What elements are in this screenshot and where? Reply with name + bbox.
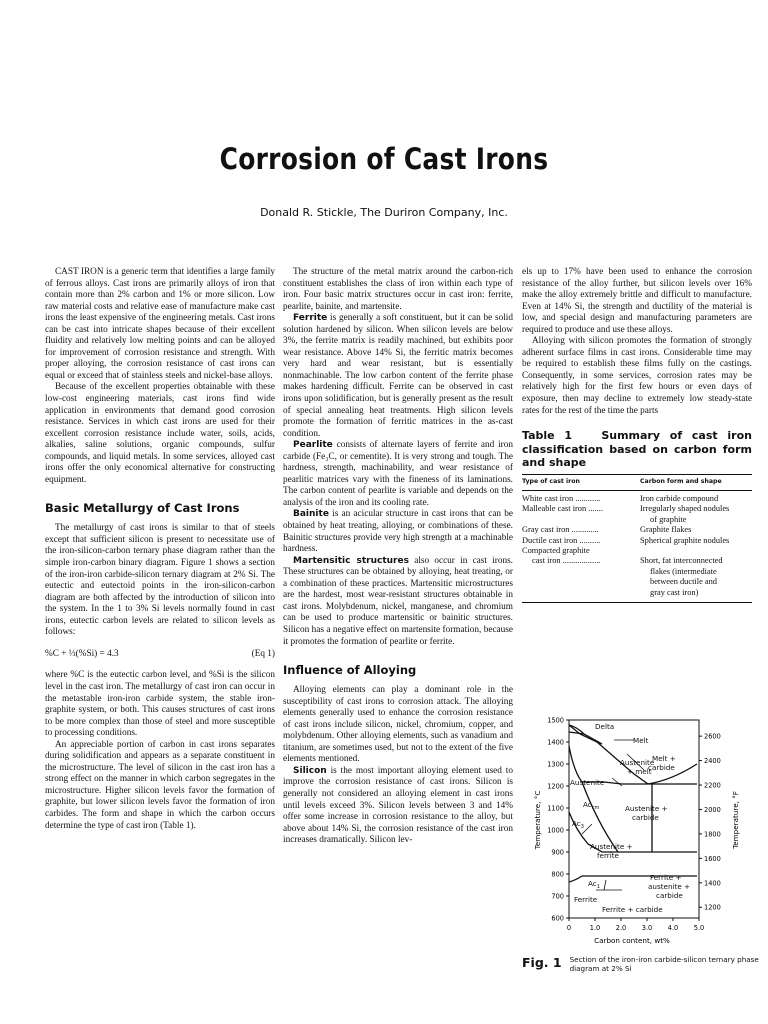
region-label: Melt [633,736,649,745]
table-cell: Ductile cast iron .......... [522,535,601,545]
section-heading: Basic Metallurgy of Cast Irons [45,501,240,516]
paragraph: Alloying elements can play a dominant role in the susceptibility of cast irons to corrosion attack. The alloying elements generally used to enhance the corrosion resistance of cast irons include silicon, nickel, chromium, copper, and molybdenum. Other alloying elements, such as vanadium and titanium, are sometimes used, but not to the extent of the five elements mentioned. [283,685,513,765]
region-label: Austenite [620,758,655,767]
table-cell: Compacted graphite [522,546,590,556]
author-line: Donald R. Stickle, The Duriron Company, Inc. [260,206,508,219]
paragraph: where %C is the eutectic carbon level, and %Si is the silicon level in the cast iron. The metallurgy of cast iron can occur in the metastable iron-iron carbide system, the stable iron-graphite system, or both. This causes structures of cast irons to be more complex than those of steel and more susceptible to processing conditions. [45,670,275,739]
y-tick-label: 1600 [704,854,721,863]
table-cell: Malleable cast iron ....... [522,504,603,514]
table-cell [640,504,752,525]
y-axis-label-right: Temperature, °F [731,791,740,849]
y-axis-label-left: Temperature, °C [533,790,542,850]
table-cell [640,546,752,556]
y-tick-label: 700 [551,892,564,901]
table-cell: Graphite flakes [640,525,692,535]
y-tick-label: 2600 [704,732,721,741]
table-cell: Iron carbide compound [640,494,719,504]
x-tick-label: 0 [566,924,572,932]
paragraph-text: is an acicular structure in cast irons that can be obtained by heat treating, alloying, or combinations of these. Bainitic structures provide very high strength at a machinable hardness. [283,509,513,555]
region-label: ferrite [597,851,619,860]
y-tick-label: 1200 [704,903,721,912]
paragraph: Alloying with silicon promotes the formation of strongly adherent surface films in cast irons. Considerable time may be required to establish these films fully on the castings. Consequently, in some services, corrosion rates may be relatively high for the first few hours or even days of exposure, then may decline to extremely low steady-state rates for the rest of the time the parts [522,336,752,416]
paragraph: els up to 17% have been used to enhance the corrosion resistance of the alloy further, but silicon levels over 16% make the alloy extremely brittle and difficult to manufacture. Even at 14% Si, the strength and ductility of the material is low, and special design and manufacturing parameters are required to produce and use these alloys. [522,267,752,335]
paragraph-text: consists of alternate layers of ferrite and iron carbide (Fe₃C, or cementite). It is very strong and tough. The hardness, strength, machinability, and wear resistance of pearlitic matrices vary with the fineness of its laminations. The carbon content of pearlite is variable and depends on the analysis of the iron and its cooling rate. [283,440,513,508]
region-label: Ferrite + [650,873,682,882]
table-cell: White cast iron ............ [522,494,601,504]
table-cell [640,556,752,598]
paragraph-text: is the most important alloying element used to improve the corrosion resistance of cast irons. Silicon is generally not considered an alloying element in cast irons until levels exceed 3%. Silicon levels between 3 and 14% offer some increase in corrosion resistance to the alloy, but above about 14% Si, the corrosion resistance of the cast iron increases dramatically. Silicon lev- [283,765,513,846]
y-tick-label: 600 [551,914,564,923]
table-row [522,525,752,535]
ferrite-boundary [569,876,582,882]
region-label: Melt + [652,754,676,763]
x-axis [567,918,704,932]
table-cell-line: gray cast iron) [650,587,699,597]
table-cell-line: of graphite [650,514,687,524]
table-cell: Spherical graphite nodules [640,535,730,545]
paragraph [283,556,513,648]
x-tick-label: 4.0 [667,924,679,932]
column-2 [283,267,513,847]
paragraph: Because of the excellent properties obtainable with these low-cost engineering materials, cast irons find wide application in environments that demand good corrosion resistance. Services in which cast irons are used for their excellent corrosion resistance include water, soils, acids, alkalies, saline solutions, organic compounds, sulfur compounds, and liquid metals. In some services, alloyed cast irons offer the only economical alternative for constructing equipment. [45,382,275,485]
paragraph: The structure of the metal matrix around the carbon-rich constituent establishes the class of iron within each type of iron. Four basic matrix structures occur in cast iron: ferrite, pearlite, bainite, and martensite. [283,267,513,312]
region-labels [570,722,690,914]
axis-marker: $Ac_1$ [588,879,600,890]
table-row [522,556,752,598]
y-axis-left [547,717,569,923]
x-tick-label: 2.0 [615,924,627,932]
table-row [522,494,752,504]
paragraph-text: is generally a soft constituent, but it can be solid solution hardened by silicon. When silicon levels are below 3%, the ferrite matrix is readily machined, but exhibits poor wear resistance. Above 14% Si, the ferritic matrix becomes very hard and wear resistant, but is essentially nonmachinable. The low carbon content of the ferrite phase makes hardening difficult. Ferrite can be observed in cast irons upon solidification, but is generally present as the result of special annealing heat treatments. High silicon levels promote the formation of ferritic matrices in the as-cast condition. [283,313,513,439]
table-caption [522,429,752,470]
article-title: Corrosion of Cast Irons [219,142,549,176]
y-tick-label: 2400 [704,757,721,766]
region-label: carbide [656,891,683,900]
y-tick-label: 1200 [547,782,564,791]
equation [45,649,275,661]
table-cell-line: flakes (intermediate [650,566,717,576]
paragraph: CAST IRON is a generic term that identifies a large family of ferrous alloys. Cast irons are primarily alloys of iron that contain more than 2% carbon and 1% or more silicon. Low raw material costs and relative ease of manufacture make cast irons the least expensive of the engineering metals. Cast irons can be cast into intricate shapes because of their excellent fluidity and relatively low melting points and can be alloyed for improvement of corrosion resistance and strength. With proper alloying, the corrosion resistance of cast irons can equal or exceed that of stainless steels and nickel-base alloys. [45,267,275,381]
region-label: austenite + [648,882,691,891]
y-tick-label: 800 [551,870,564,879]
region-label: + melt [627,767,652,776]
y-tick-label: 1500 [547,716,564,725]
run-in-heading: Ferrite [293,313,328,324]
paragraph [283,313,513,440]
column-header: Type of cast iron [522,477,580,485]
region-label: Ferrite + carbide [602,905,663,914]
table-row [522,504,752,525]
y-tick-label: 1100 [547,804,564,813]
table-row [522,546,752,556]
y-axis-right [699,733,721,912]
axis-marker: $Ac_{cm}$ [583,800,600,811]
y-tick-label: 1400 [547,738,564,747]
y-tick-label: 1800 [704,830,721,839]
x-tick-label: 3.0 [641,924,653,932]
region-label: Delta [595,722,615,731]
equation-text: %C + ⅓(%Si) = 4.3 [45,648,119,659]
y-tick-label: 2000 [704,805,721,814]
y-tick-label: 2200 [704,781,721,790]
paragraph [283,440,513,509]
y-tick-label: 1000 [547,826,564,835]
run-in-heading: Martensitic structures [293,555,409,566]
table-caption-text: Summary of cast iron classification based on carbon form and shape [522,429,752,470]
paragraph-text: also occur in cast irons. These structures can be obtained by alloying, heat treating, or a combination of these practices. Martensitic microstructures are the hardest, most wear-resistant structures obtainable in cast irons. Molybdenum, nickel, manganese, and chromium can be used to produce martensitic or bainitic structures. Silicon has a negative effect on martensite formation, because it promotes the formation of pearlite or ferrite. [283,555,513,647]
x-tick-label: 1.0 [589,924,601,932]
run-in-heading: Pearlite [293,440,333,451]
paragraph [283,766,513,847]
run-in-heading: Bainite [293,509,329,520]
classification-table [522,474,752,603]
table-cell: Gray cast iron ............. [522,525,599,535]
run-in-heading: Silicon [293,765,327,776]
y-tick-label: 900 [551,848,564,857]
paragraph: The metallurgy of cast irons is similar to that of steels except that sufficient silicon is present to necessitate use of the iron-silicon-carbon ternary phase diagram rather than the simple iron-carbon binary diagram. Figure 1 shows a section of the iron-iron carbide-silicon ternary diagram at 2% Si. The eutectic and eutectoid points in the iron-silicon-carbon diagram are both affected by the introduction of silicon into the system. In the 1 to 3% Si levels normally found in cast irons, eutectic carbon levels are related to silicon levels as follows: [45,523,275,638]
figure-caption-text: Section of the iron-iron carbide-silicon ternary phase diagram at 2% Si [569,955,759,973]
column-header: Carbon form and shape [640,477,722,485]
region-label: Austenite + [625,804,668,813]
region-label: carbide [648,763,675,772]
table-header [522,477,752,491]
region-label: carbide [632,813,659,822]
region-label: Austenite + [590,842,633,851]
column-1 [45,267,275,832]
region-label: Austenite [570,778,605,787]
phase-diagram [522,712,762,952]
column-3 [522,267,752,603]
x-axis-label: Carbon content, wt% [594,936,670,945]
region-label: Ferrite [574,895,598,904]
x-tick-label: 5.0 [693,924,705,932]
y-tick-label: 1300 [547,760,564,769]
axis-marker: $Ac_3$ [572,819,584,830]
table-cell-line: Short, fat interconnected [640,556,723,566]
equation-number: (Eq 1) [251,648,275,659]
table-cell-line: Irregularly shaped nodules [640,504,730,514]
table-cell-line: between ductile and [650,577,717,587]
table-label: Table 1 [522,429,573,443]
table-cell: cast iron .................. [532,556,601,566]
y-tick-label: 1400 [704,879,721,888]
figure-label: Fig. 1 [522,955,562,970]
section-heading: Influence of Alloying [283,663,417,678]
figure-caption [522,955,762,973]
solidus-line [569,746,582,782]
paragraph [283,509,513,555]
paragraph: An appreciable portion of carbon in cast irons separates during solidification and appears as a separate constituent in the microstructure. The level of silicon in the cast iron has a strong effect on the manner in which carbon segregates in the microstructure. Higher silicon levels favor the formation of graphite, but lower silicon levels favor the formation of iron carbides. The form and shape in which the carbon occurs determine the type of cast iron (Table 1). [45,739,275,831]
table-row [522,536,752,546]
phase-diagram-figure [522,712,762,952]
